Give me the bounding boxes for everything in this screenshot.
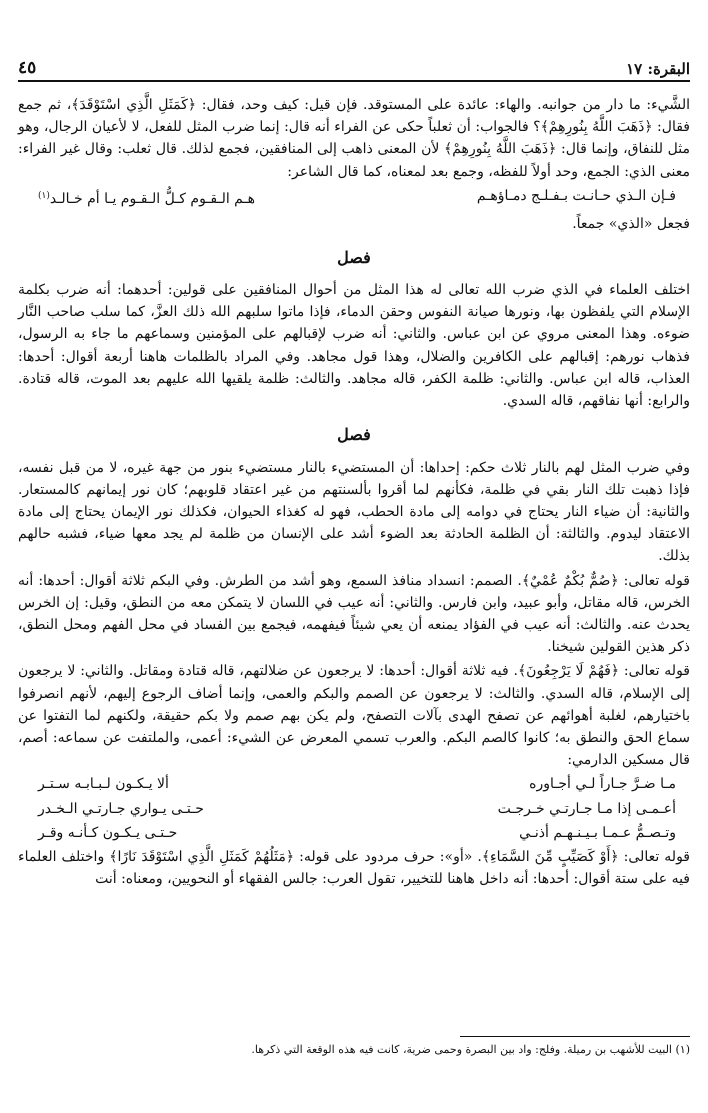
poetry-verse-2 — [18, 773, 690, 795]
verse-second-hemistich: حـتـى يـكـون كـأنـه وقـر — [38, 824, 178, 841]
footnote-ref: (١) — [38, 190, 50, 201]
poetry-verse-3 — [18, 798, 690, 820]
paragraph-6: قوله تعالى: ﴿أَوْ كَصَيِّبٍ مِّنَ السَّمَاءِ﴾. «أو»: حرف مردود على قوله: ﴿مَثَلُهُمْ كَمَثَلِ الَّذِي اسْتَوْقَدَ نَارًا﴾ واختلف العلماء فيه على ستة أقوال: أحدها: أنه داخل هاهنا للتخيير، تقول العرب: جالس الفقهاء أو النحويين، ومعناه: أنت — [18, 848, 690, 888]
paragraph-1b: فجعل «الذي» جمعاً. — [572, 215, 690, 232]
paragraph-5: قوله تعالى: ﴿فَهُمْ لَا يَرْجِعُونَ﴾. فيه ثلاثة أقوال: أحدها: لا يرجعون عن ضلالتهم، قاله قتادة ومقاتل. والثاني: لا يرجعون إلى الإسلام، قاله السدي. والثالث: لا يرجعون عن الصمم والبكم والعمى، وإنما أضاف الرجوع إليهم، لأنهم انصرفوا باختيارهم، لغلبة أهوائهم عن تصفح الهدى بآلات التصفح، ولم يكن بهم صمم ولا بكم حقيقة، ولكنهم لما التفتوا عن سماع الحق والنطق به؛ كانوا كالصم البكم. والعرب تسمي المعرض عن الشيء: أعمى، والملتفت عن سماعه: أصم، قال مسكين الدارمي: — [18, 663, 690, 769]
chapter-label: البقرة: ١٧ — [626, 60, 690, 78]
paragraph-1: الشَّيء: ما دار من جوانبه. والهاء: عائدة على المستوقد. فإن قيل: كيف وحد، فقال: ﴿كَمَثَلِ الَّذِي اسْتَوْقَدَ﴾، ثم جمع فقال: ﴿ذَهَبَ اللَّهُ بِنُورِهِمْ﴾؟ فالجواب: أن ثعلباً حكى عن الفراء أنه قال: إنما ضرب المثل للفعل، لا لأعيان الرجال، وهو مثل للنفاق، وإنما قال: ﴿ذَهَبَ اللَّهُ بِنُورِهِمْ﴾ لأن المعنى ذاهب إلى المنافقين، فجمع لذلك. قال ثعلب: وقال غير الفراء: معنى الذي: الجمع، وحد أولاً للفظه، وجمع بعد لمعناه، كما قال الشاعر: — [18, 97, 690, 180]
verse-second-text: هـم الـقـوم كـلُّ الـقـوم يـا أم خـالـد — [49, 191, 255, 208]
paragraph-4: قوله تعالى: ﴿صُمٌّ بُكْمٌ عُمْيٌ﴾. الصمم: انسداد منافذ السمع، وهو أشد من الطرش. وفي البكم ثلاثة أقوال: أحدها: أنه الخرس، قاله مقاتل، وأبو عبيد، وابن فارس. والثاني: أنه عيب في اللسان لا يتمكن معه من النطق، وقيل: إن الخرس يحدث عنه. والثالث: أنه عيب في الفؤاد يمنعه أن يعي شيئاً فيفهمه، فيجمع بين الفساد في محل الفهم ومحل النطق، ذكر هذين القولين شيخنا. — [18, 572, 690, 656]
verse-second-hemistich: حـتـى يـواري جـارتـي الـخـدر — [38, 800, 204, 817]
verse-first-hemistich: أعـمـى إذا مـا جـارتـي خـرجـت — [497, 800, 676, 817]
paragraph-2: اختلف العلماء في الذي ضرب الله تعالى له هذا المثل من أحوال المنافقين على قولين: أحدهما: أنه ضرب بكلمة الإسلام التي يلفظون بها، ونورها صيانة النفوس وحقن الدماء، فإذا ماتوا سلبهم الله ذلك العزَّ، كما سلب صاحب النَّار ضوءه. وهذا المعنى مروي عن ابن عباس. والثاني: أنه ضرب لإقبالهم على المؤمنين وسماعهم ما جاء به الرسول، فذهاب نورهم: إقبالهم على الكافرين والضلال، وهذا قول مجاهد. وفي المراد بالظلمات هاهنا أربعة أقوال: أحدها: العذاب، قاله ابن عباس. والثاني: ظلمة الكفر، قاله مجاهد. والثالث: ظلمة يلقيها الله عليهم بعد الموت، قاله قتادة. والرابع: أنها نفاقهم، قاله السدي. — [18, 282, 690, 410]
verse-first-hemistich: فـإن الـذي حـانـت بـفـلـج دمـاؤهـم — [476, 187, 676, 204]
page-header — [18, 52, 690, 82]
verse-first-hemistich: مـا ضـرَّ جـاراً لـي أجـاوره — [529, 776, 676, 793]
poetry-verse-1 — [18, 185, 690, 211]
page-number: ٤٥ — [18, 58, 37, 78]
verse-first-hemistich: وتـصـمُّ عـمـا بـيـنـهـم أذنـي — [519, 824, 676, 841]
footnote: (١) البيت للأشهب بن رميلة. وفلج: واد بين البصرة وحمى ضرية، كانت فيه هذه الوقعة التي ذكرها. — [251, 1043, 690, 1056]
section-heading-1: فصل — [337, 247, 371, 267]
section-heading-2: فصل — [337, 425, 371, 445]
verse-second-hemistich — [38, 185, 255, 211]
paragraph-3: وفي ضرب المثل لهم بالنار ثلاث حكم: إحداها: أن المستضيء بالنار مستضيء بنور من جهة غيره، لا من قبل نفسه، فإذا ذهبت تلك النار بقي في ظلمة، فكأنهم لما أقروا بألسنتهم من غير اعتقاد قلوبهم؛ كان نور إيمانهم كالمستعار. والثانية: أن ضياء النار يحتاج في دوامه إلى مادة الحطب، فهو له كغذاء الحيوان، فكذلك نور الإيمان يحتاج إلى مادة الاعتقاد ليدوم. والثالثة: أن الظلمة الحادثة بعد الضوء أشد على الإنسان من ظلمة لم يجد معها ضياء، فشبه حالهم بذلك. — [18, 459, 690, 565]
verse-second-hemistich: ألا يـكـون لـبـابـه سـتـر — [38, 776, 169, 793]
footnote-divider — [460, 1036, 690, 1037]
poetry-verse-4 — [18, 822, 690, 844]
main-text — [18, 94, 690, 892]
